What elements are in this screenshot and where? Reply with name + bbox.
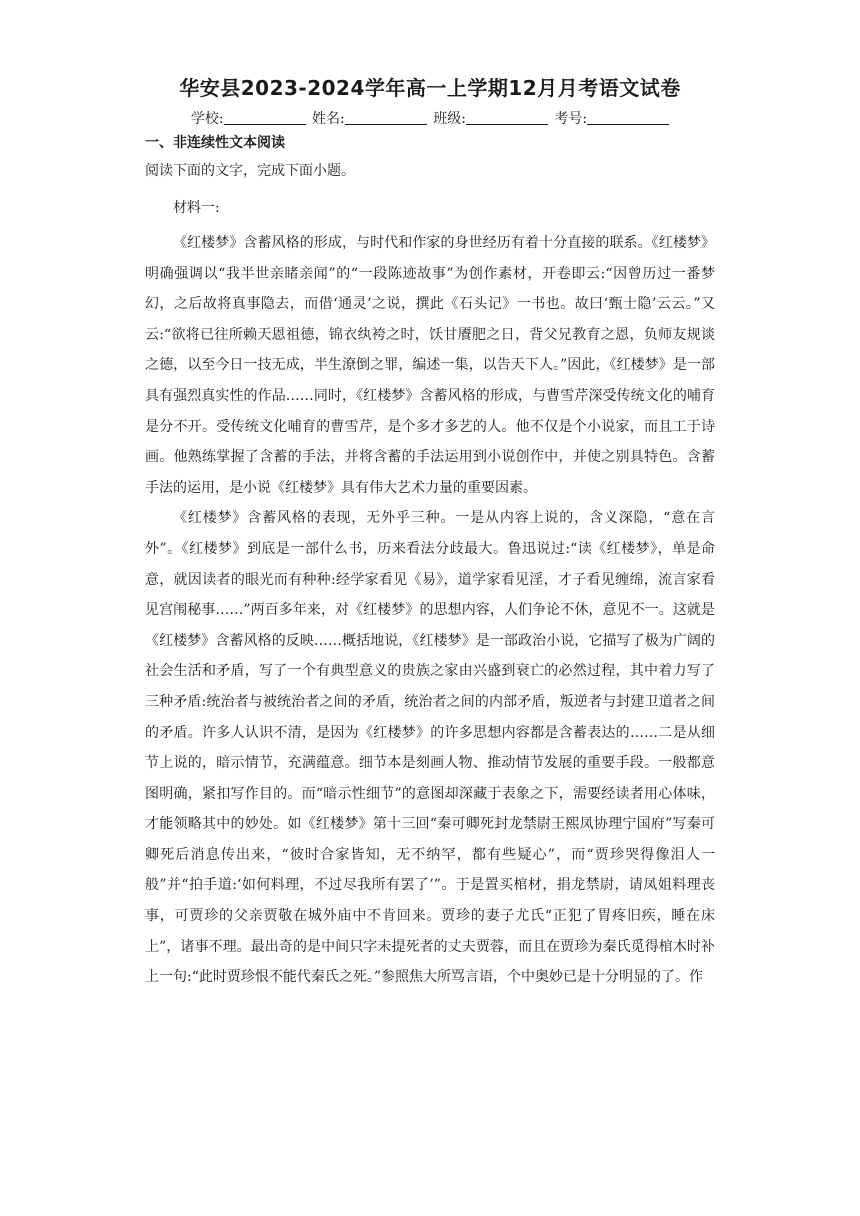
passage-paragraph: 《红楼梦》含蓄风格的形成，与时代和作家的身世经历有着十分直接的联系。《红楼梦》明确强调以“我半世亲睹亲闻”的“一段陈迹故事”为创作素材，开卷即云:“因曾历过一番梦幻，之后故将真事隐去，而借‘通灵’之说，撰此《石头记》一书也。故曰‘甄士隐’云云。”又云:“欲将已往所赖天恩祖德，锦衣纨袴之时，饫甘餍肥之日，背父兄教育之恩，负师友规谈之德，以至今日一技无成，半生潦倒之罪，编述一集，以告天下人。”因此，《红楼梦》是一部具有强烈真实性的作品……同时，《红楼梦》含蓄风格的形成，与曹雪芹深受传统文化的哺育是分不开。受传统文化哺育的曹雪芹，是个多才多艺的人。他不仅是个小说家，而且工于诗画。他熟练掌握了含蓄的手法，并将含蓄的手法运用到小说创作中，并使之别具特色。含蓄手法的运用，是小说《红楼梦》具有伟大艺术力量的重要因素。	[145, 235, 715, 496]
exam-number-field	[554, 107, 669, 131]
passage-body	[145, 228, 715, 993]
material-label: 材料一:	[173, 200, 220, 216]
class-blank	[466, 108, 548, 125]
name-blank	[345, 108, 427, 125]
school-label: 学校:	[190, 111, 224, 127]
exam-number-blank	[587, 108, 669, 125]
exam-number-label: 考号:	[554, 111, 588, 127]
name-label: 姓名:	[312, 111, 345, 127]
student-info-row	[0, 107, 860, 131]
passage-paragraph: 《红楼梦》含蓄风格的表现，无外乎三种。一是从内容上说的，含义深隐，“意在言外”。《红楼梦》到底是一部什么书，历来看法分歧最大。鲁迅说过:“读《红楼梦》，单是命意，就因读者的眼光而有种种:经学家看见《易》，道学家看见淫，才子看见缠绵，流言家看见宫闱秘事……”两百多年来，对《红楼梦》的思想内容，人们争论不休，意见不一。这就是《红楼梦》含蓄风格的反映……概括地说，《红楼梦》是一部政治小说，它描写了极为广阔的社会生活和矛盾，写了一个有典型意义的贵族之家由兴盛到衰亡的必然过程，其中着力写了三种矛盾:统治者与被统治者之间的矛盾，统治者之间的内部矛盾，叛逆者与封建卫道者之间的矛盾。许多人认识不清，是因为《红楼梦》的许多思想内容都是含蓄表达的……二是从细节上说的，暗示情节，充满蕴意。细节本是刻画人物、推动情节发展的重要手段。一般都意图明确，紧扣写作目的。而“暗示性细节”的意图却深藏于表象之下，需要经读者用心体味，才能领略其中的妙处。如《红楼梦》第十三回“秦可卿死封龙禁尉王熙凤协理宁国府”写秦可卿死后消息传出来，“彼时合家皆知，无不纳罕，都有些疑心”，而“贾珍哭得像泪人一般”并“拍手道:‘如何料理，不过尽我所有罢了’”。于是置买棺材，捐龙禁尉，请凤姐料理丧事，可贾珍的父亲贾敬在城外庙中不肯回来。贾珍的妻子尤氏“正犯了胃疼旧疾，睡在床上”，诸事不理。最出奇的是中间只字未提死者的丈夫贾蓉，而且在贾珍为秦氏觅得棺木时补上一句:“此时贾珍恨不能代秦氏之死。”参照焦大所骂言语，个中奥妙已是十分明显的了。作	[145, 510, 715, 986]
reading-instruction: 阅读下面的文字，完成下面小题。	[145, 163, 355, 179]
section-heading: 一、非连续性文本阅读	[145, 135, 285, 151]
school-blank	[224, 108, 306, 125]
school-field	[191, 107, 306, 131]
class-label: 班级:	[433, 111, 466, 127]
name-field	[312, 107, 427, 131]
class-field	[433, 107, 548, 131]
exam-title: 华安县2023-2024学年高一上学期12月月考语文试卷	[179, 76, 681, 100]
